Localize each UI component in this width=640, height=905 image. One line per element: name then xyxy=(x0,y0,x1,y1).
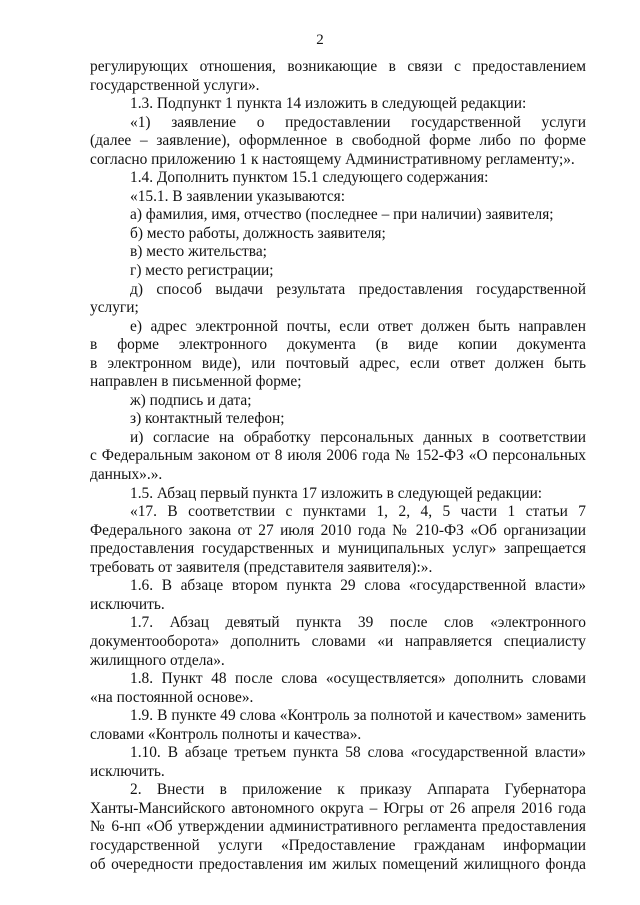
text-line: Ханты-Мансийского автономного округа – Югры от 26 апреля 2016 года xyxy=(90,799,586,817)
text-line: 1.5. Абзац первый пункта 17 изложить в следующей редакции: xyxy=(130,484,543,502)
text-line: государственной услуги». xyxy=(90,76,260,94)
text-line: 1.6. В абзаце втором пункта 29 слова «государственной власти» xyxy=(130,577,586,595)
text-line: с Федеральным законом от 8 июля 2006 года № 152-ФЗ «О персональных xyxy=(90,447,586,465)
text-line: регулирующих отношения, возникающие в связи с предоставлением xyxy=(90,58,586,75)
text-line: данных».». xyxy=(90,466,163,484)
text-line: 1.10. В абзаце третьем пункта 58 слова «государственной власти» xyxy=(130,744,586,762)
text-line: (далее – заявление), оформленное в свободной форме либо по форме xyxy=(90,132,586,150)
text-line: исключить. xyxy=(90,762,165,780)
text-line: з) контактный телефон; xyxy=(130,410,285,428)
text-line: ж) подпись и дата; xyxy=(130,391,252,409)
document-body xyxy=(90,58,586,874)
text-line: «17. В соответствии с пунктами 1, 2, 4, 5 части 1 статьи 7 xyxy=(130,503,586,521)
text-line: документооборота» дополнить словами «и направляется специалисту xyxy=(90,632,586,650)
text-line: Федерального закона от 27 июля 2010 года № 210-ФЗ «Об организации xyxy=(90,521,586,539)
text-line: 1.8. Пункт 48 после слова «осуществляется» дополнить словами xyxy=(130,670,586,688)
page-number: 2 xyxy=(316,32,324,48)
text-line: словами «Контроль полноты и качества». xyxy=(90,725,362,743)
text-line: в) место жительства; xyxy=(130,243,267,261)
text-line: и) согласие на обработку персональных данных в соответствии xyxy=(130,428,586,446)
text-line: д) способ выдачи результата предоставления государственной xyxy=(130,280,586,298)
text-line: жилищного отдела». xyxy=(90,651,225,669)
text-line: 1.3. Подпункт 1 пункта 14 изложить в следующей редакции: xyxy=(130,95,527,113)
text-line: «1) заявление о предоставлении государственной услуги xyxy=(130,113,586,131)
text-line: в форме электронного документа (в виде копии документа xyxy=(90,336,586,354)
text-line: 2. Внести в приложение к приказу Аппарата Губернатора xyxy=(130,781,586,799)
text-line: направлен в письменной форме; xyxy=(90,373,302,391)
text-line: в электронном виде), или почтовый адрес, если ответ должен быть xyxy=(90,354,586,372)
text-line: 1.4. Дополнить пунктом 15.1 следующего содержания: xyxy=(130,169,489,187)
text-line: а) фамилия, имя, отчество (последнее – при наличии) заявителя; xyxy=(130,206,554,224)
text-line: согласно приложению 1 к настоящему Административному регламенту;». xyxy=(90,150,575,168)
text-line: 1.7. Абзац девятый пункта 39 после слов «электронного xyxy=(130,614,586,632)
text-line: исключить. xyxy=(90,595,165,613)
text-line: услуги; xyxy=(90,299,139,317)
text-line: предоставления государственных и муниципальных услуг» запрещается xyxy=(90,540,586,558)
text-line: требовать от заявителя (представителя заявителя):». xyxy=(90,558,433,576)
text-line: № 6-нп «Об утверждении административного регламента предоставления xyxy=(90,818,586,836)
text-line: г) место регистрации; xyxy=(130,262,274,280)
text-line: об очередности предоставления им жилых помещений жилищного фонда xyxy=(90,855,586,873)
text-line: «15.1. В заявлении указываются: xyxy=(130,187,346,205)
text-line: «на постоянной основе». xyxy=(90,688,254,706)
text-line: 1.9. В пункте 49 слова «Контроль за полнотой и качеством» заменить xyxy=(130,707,586,725)
text-line: государственной услуги «Предоставление гражданам информации xyxy=(90,836,586,854)
text-line: б) место работы, должность заявителя; xyxy=(130,224,386,242)
text-line: е) адрес электронной почты, если ответ должен быть направлен xyxy=(130,317,586,335)
